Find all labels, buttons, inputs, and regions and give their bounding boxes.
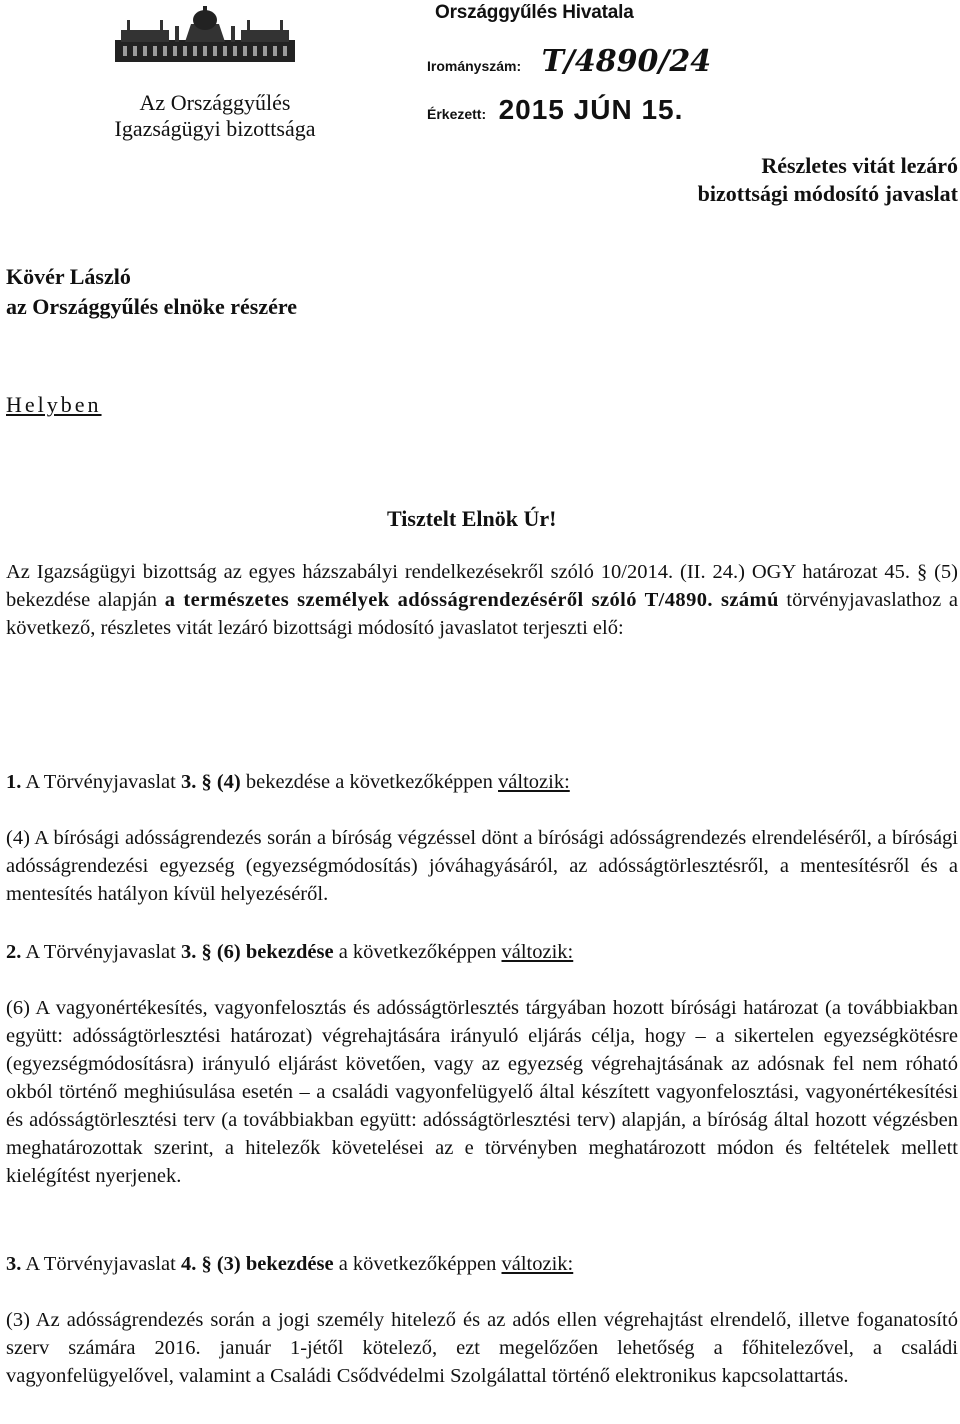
registration-label: Irományszám:: [427, 58, 522, 74]
amendment-body-3: (3) Az adósságrendezés során a jogi személy hitelező és az adós ellen végrehajtást elrendelő, illetve foganatosító szerv számára 2016. január 1-jétől kötelező, ezt megelőzően lehetőség a főhitelezővel, a családi vagyonfelügyelővel, valamint a Családi Csődvédelmi Szolgálattal történő elektronikus kapcsolattartás.: [6, 1309, 958, 1387]
intro-text-1: Az Igazságügyi bizottság az egyes házszabályi rendelkezésekről szóló 10/2014. (II. 24.) OGY határozat 45. § (5) bekezdése alapján: [6, 561, 958, 611]
amendment-prefix: A Törvényjavaslat: [21, 771, 181, 793]
amendment-verb: változik:: [501, 1253, 574, 1275]
received-date: 2015 JÚN 15.: [498, 94, 684, 125]
salutation: Tisztelt Elnök Úr!: [387, 506, 557, 531]
document-type: [698, 152, 958, 208]
amendment-heading-1: [6, 768, 958, 796]
amendment-number: 3.: [6, 1253, 22, 1275]
parliament-logo: [115, 6, 295, 64]
document-type-line-2: bizottsági módosító javaslat: [697, 181, 958, 206]
intro-text-2: törvényjavaslathoz a következő, részletes vitát lezáró bizottsági módosító javaslatot terjeszti elő:: [6, 589, 958, 639]
stamp-title: Országgyűlés Hivatala: [435, 2, 634, 23]
received-label: Érkezett:: [427, 106, 487, 122]
amendment-rest: a következőképpen: [333, 941, 502, 963]
committee-line-2: Igazságügyi bizottsága: [114, 116, 316, 141]
amendment-section: 3. § (4): [180, 771, 241, 793]
amendment-prefix: A Törvényjavaslat: [21, 1253, 181, 1275]
committee-line-1: Az Országgyűlés: [139, 90, 291, 115]
addressee-place: Helyben: [6, 392, 102, 417]
amendment-rest: bekezdése a következőképpen: [240, 771, 499, 793]
addressee-name: Kövér László: [6, 264, 131, 289]
addressee-role: az Országgyűlés elnöke részére: [6, 294, 298, 319]
stamp-registration-row: [427, 44, 711, 79]
amendment-verb: változik:: [498, 771, 570, 793]
amendment-number: 1.: [6, 771, 22, 793]
amendment-rest: a következőképpen: [333, 1253, 502, 1275]
document-type-line-1: Részletes vitát lezáró: [761, 153, 958, 178]
handwritten-registration-number: T/4890/24: [541, 44, 712, 79]
amendment-heading-3: [6, 1250, 958, 1278]
addressee: [6, 262, 297, 322]
amendment-body-2: (6) A vagyonértékesítés, vagyonfelosztás és adósságtörlesztés tárgyában hozott bírósági határozat (a továbbiakban együtt: adósságtörlesztési határozat) végrehajtására irányuló eljárás célja, hogy – a sikertelen egyezségkötésre (egyezségmódosításra) irányuló eljárást követően, vagy az egyezség végrehajtásának az adósnak fel nem róható okból történő meghiúsulása esetén – a családi vagyonfelügyelő által készített vagyonfelosztási, vagyonértékesítési és adósságtörlesztési terv (a továbbiakban együtt: adósságtörlesztési terv) alapján, a bíróság által hozott végzésben meghatározottak szerint, a hitelezők követelései az e törvényben meghatározott módon és feltételek mellett kielégítést nyerjenek.: [6, 997, 958, 1187]
stamp-received-row: [427, 94, 683, 126]
amendment-section: 4. § (3) bekezdése: [180, 1253, 334, 1275]
intro-paragraph: [6, 558, 958, 642]
amendment-prefix: A Törvényjavaslat: [21, 941, 181, 963]
amendment-body-1: (4) A bírósági adósságrendezés során a bíróság végzéssel dönt a bírósági adósságrendezés elrendeléséről, a bírósági adósságrendezési egyezség (egyezségmódosítás) jóváhagyásáról, az adósságtörlesztésről, a mentesítésről és a mentesítés hatályon kívül helyezéséről.: [6, 827, 958, 905]
amendment-section: 3. § (6) bekezdése: [180, 941, 334, 963]
amendment-heading-2: [6, 938, 958, 966]
committee-name: [85, 90, 345, 142]
amendment-verb: változik:: [501, 941, 574, 963]
intro-bill-title: a természetes személyek adósságrendezéséről szóló T/4890. számú: [164, 589, 779, 611]
amendment-number: 2.: [6, 941, 22, 963]
